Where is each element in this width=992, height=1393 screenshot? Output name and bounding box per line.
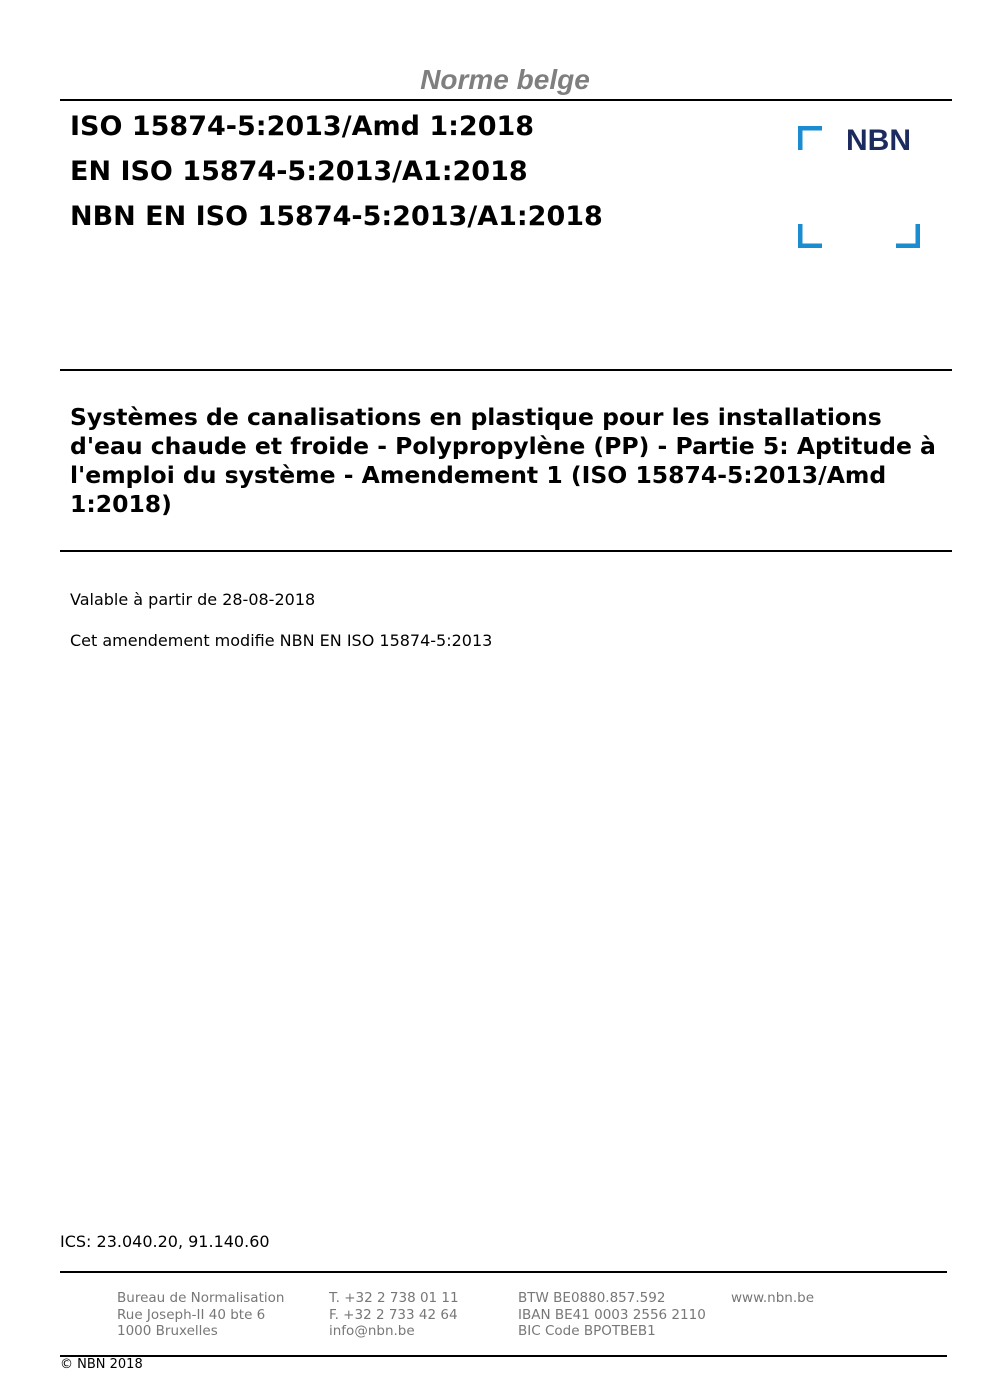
footer-bank — [518, 1290, 706, 1340]
footer-web — [731, 1290, 814, 1307]
fax-line: F. +32 2 733 42 64 — [329, 1306, 458, 1323]
en-identifier: EN ISO 15874-5:2013/A1:2018 — [70, 156, 528, 187]
email-link[interactable]: info@nbn.be — [329, 1323, 415, 1339]
title-top-divider — [60, 369, 952, 371]
address-line: 1000 Bruxelles — [117, 1323, 218, 1339]
top-divider — [60, 99, 952, 101]
vat-line: BTW BE0880.857.592 — [518, 1290, 666, 1306]
address-line: Bureau de Normalisation — [117, 1290, 285, 1306]
bic-line: BIC Code BPOTBEB1 — [518, 1323, 656, 1339]
footer-address — [117, 1290, 284, 1340]
website-link[interactable]: www.nbn.be — [731, 1290, 815, 1306]
footer-divider — [60, 1271, 947, 1273]
copyright-divider — [60, 1355, 947, 1357]
address-line: Rue Joseph-II 40 bte 6 — [117, 1306, 266, 1323]
ics-codes: ICS: 23.040.20, 91.140.60 — [60, 1232, 270, 1251]
header-label: Norme belge — [420, 64, 590, 95]
title-bottom-divider — [60, 550, 952, 552]
nbn-identifier: NBN EN ISO 15874-5:2013/A1:2018 — [70, 201, 603, 232]
iban-line: IBAN BE41 0003 2556 2110 — [518, 1306, 706, 1323]
modifies-note: Cet amendement modifie NBN EN ISO 15874-5:2013 — [70, 631, 493, 650]
iso-identifier: ISO 15874-5:2013/Amd 1:2018 — [70, 111, 535, 142]
nbn-logo — [798, 126, 920, 248]
footer-contact — [329, 1290, 459, 1340]
validity-date: Valable à partir de 28-08-2018 — [70, 590, 316, 609]
copyright: © NBN 2018 — [60, 1357, 143, 1372]
logo-text: NBN — [846, 126, 911, 157]
document-title: Systèmes de canalisations en plastique pour les installations d'eau chaude et froide - Polypropylène (PP) - Partie 5: Aptitude à l'emploi du système - Amendement 1 (ISO 15874-5:2013/Amd 1:2018) — [70, 403, 936, 518]
phone-line: T. +32 2 738 01 11 — [329, 1290, 459, 1306]
